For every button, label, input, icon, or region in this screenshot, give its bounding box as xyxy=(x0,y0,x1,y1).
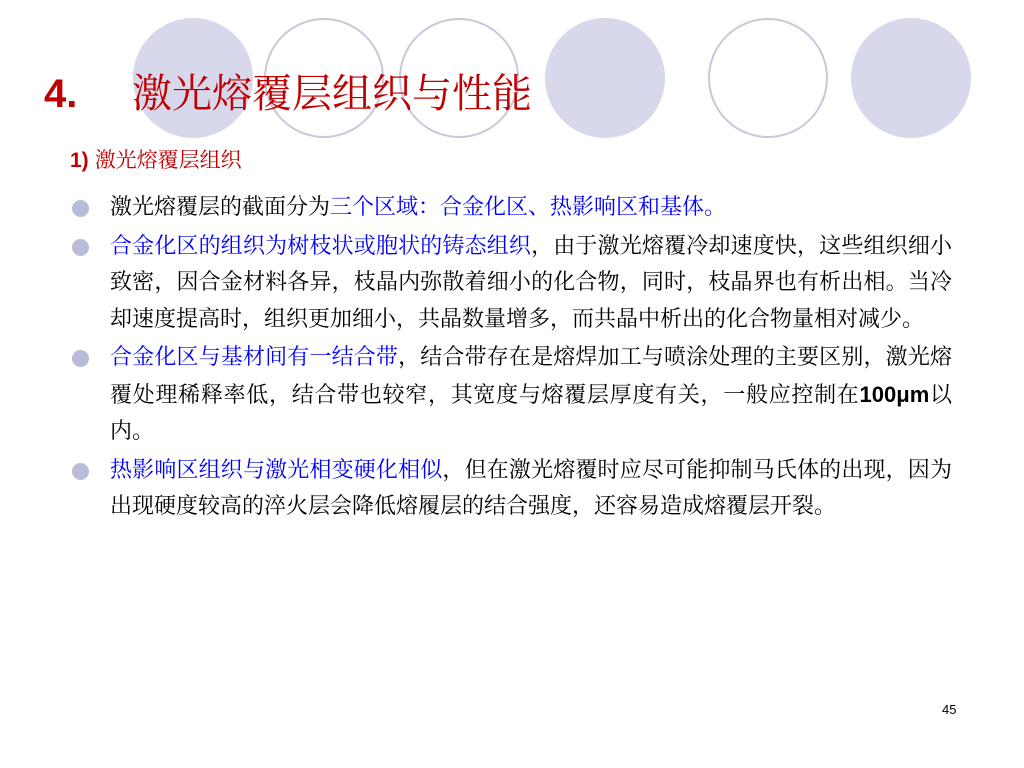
bullet-text-segment: ，由于激光熔覆冷却速度快，这些组织细小致密，因合金材料各异，枝晶内弥散着细小的化合物，同时，枝晶界也有析出相。当冷却速度提高时，组织更加细小，共晶数量增多，而共晶中析出的化合物量相对减少。 xyxy=(110,233,952,332)
bullet-dot-icon xyxy=(72,463,89,480)
bullet-text-segment: 合金化区的组织为树枝状或胞状的铸态组织 xyxy=(110,233,532,259)
bullet-text-segment: 以内。 xyxy=(110,382,952,444)
decor-circle xyxy=(545,18,665,138)
bullet-text-segment: ，但在激光熔覆时应尽可能抑制马氏体的出现，因为出现硬度较高的淬火层会降低熔履层的结合强度，还容易造成熔覆层开裂。 xyxy=(110,457,952,519)
page-number: 45 xyxy=(942,702,957,717)
decor-circle xyxy=(708,18,828,138)
bullet-text-segment: ，结合带存在是熔焊加工与喷涂处理的主要区别，激光熔覆处理稀释率低，结合带也较窄，其宽度与熔覆层厚度有关，一般应控制在 xyxy=(110,345,952,408)
decor-circle xyxy=(851,18,971,138)
title-number: 4. xyxy=(44,72,78,116)
subheading-number: 1) xyxy=(70,149,89,172)
bullet-text-segment: 热影响区组织与激光相变硬化相似 xyxy=(110,457,443,483)
subheading-text: 激光熔覆层组织 xyxy=(94,148,242,172)
bullet-item xyxy=(72,453,952,526)
subheading xyxy=(70,144,242,177)
bullet-dot-icon xyxy=(72,200,89,217)
bullet-item xyxy=(72,190,952,227)
bullet-text-segment: 100μm xyxy=(859,381,930,407)
bullet-dot-icon xyxy=(72,239,89,256)
bullet-item xyxy=(72,340,952,451)
bullet-text-segment: 合金化区与基材间有一结合带 xyxy=(110,345,399,370)
bullet-list xyxy=(72,190,952,528)
bullet-item xyxy=(72,229,952,339)
bullet-text-segment: 三个区域：合金化区、热影响区和基体。 xyxy=(330,195,727,220)
bullet-text-segment: 激光熔覆层的截面分为 xyxy=(110,195,331,220)
slide-title xyxy=(44,64,532,124)
bullet-dot-icon xyxy=(72,350,89,367)
title-text: 激光熔覆层组织与性能 xyxy=(132,71,532,117)
